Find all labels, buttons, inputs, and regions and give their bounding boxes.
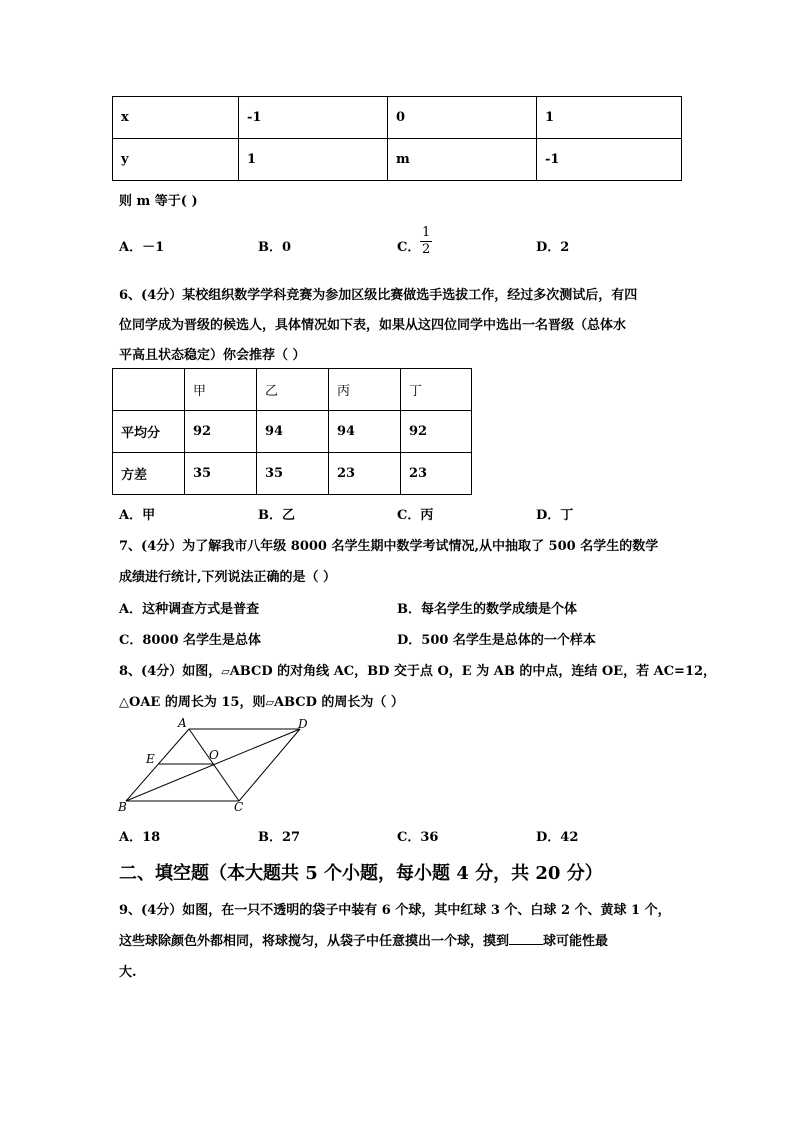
table-cell: 23 <box>329 453 401 495</box>
q8-line-1 <box>119 660 716 679</box>
q8-option-c: C．36 <box>397 830 439 845</box>
q6-option-d: D．丁 <box>536 508 574 523</box>
fraction-denominator: 2 <box>422 242 431 257</box>
figure-label-o: O <box>209 748 219 762</box>
edge-cd <box>239 729 300 801</box>
table-cell: 方差 <box>113 453 185 495</box>
q7-option-a: A．这种调查方式是普查 <box>119 602 260 617</box>
q7-option-c: C．8000 名学生是总体 <box>119 633 262 648</box>
table-cell: 1 <box>537 97 682 139</box>
table-cell: -1 <box>239 97 388 139</box>
table-cell: 乙 <box>257 369 329 411</box>
figure-label-a: A <box>178 716 187 730</box>
q6-line-2: 位同学成为晋级的候选人，具体情况如下表，如果从这四位同学中选出一名晋级（总体水 <box>119 318 627 333</box>
q7-line-1: 7、(4分）为了解我市八年级 8000 名学生期中数学考试情况,从中抽取了 500 名学生的数学 <box>119 539 659 554</box>
table-row <box>113 97 682 139</box>
q5-option-a: A．－1 <box>119 240 165 255</box>
table-cell: 1 <box>239 139 388 181</box>
table-cell: m <box>388 139 537 181</box>
table-cell: 甲 <box>185 369 257 411</box>
figure-label-b: B <box>118 800 127 814</box>
table-cell: 94 <box>329 411 401 453</box>
xy-table <box>112 96 682 181</box>
q8-line-2-post: ABCD 的周长为（ ） <box>273 695 404 710</box>
q8-line-1-pre: 8、(4分）如图， <box>119 664 222 679</box>
q8-line-2-pre: △OAE 的周长为 15，则 <box>119 695 266 710</box>
section-heading: 二、填空题（本大题共 5 个小题，每小题 4 分，共 20 分） <box>119 863 603 884</box>
q5-stem: 则 m 等于( ) <box>119 194 198 209</box>
q8-option-b: B．27 <box>258 830 301 845</box>
q9-line-1: 9、(4分）如图，在一只不透明的袋子中装有 6 个球，其中红球 3 个、白球 2 个、黄球 1 个， <box>119 903 671 918</box>
table-cell: 平均分 <box>113 411 185 453</box>
q5-option-d: D．2 <box>536 240 570 255</box>
table-row <box>113 453 472 495</box>
figure-label-d: D <box>298 717 308 731</box>
q5-option-c-fraction <box>420 225 432 258</box>
parallelogram-figure <box>116 716 316 816</box>
q7-option-d: D．500 名学生是总体的一个样本 <box>397 633 596 648</box>
q8-option-d: D．42 <box>536 830 579 845</box>
table-cell: 92 <box>401 411 472 453</box>
table-cell: 0 <box>388 97 537 139</box>
q6-option-b: B．乙 <box>258 508 295 523</box>
edge-ab <box>126 729 189 801</box>
q8-option-a: A．18 <box>119 830 161 845</box>
table-cell: 94 <box>257 411 329 453</box>
table-cell: 92 <box>185 411 257 453</box>
parallelogram-symbol: ▱ <box>221 665 230 678</box>
table-cell: 23 <box>401 453 472 495</box>
figure-label-e: E <box>146 752 155 766</box>
figure-label-c: C <box>234 800 244 814</box>
answer-blank[interactable] <box>509 932 543 945</box>
table-cell <box>113 369 185 411</box>
q5-option-b: B．0 <box>258 240 292 255</box>
table-cell: 丙 <box>329 369 401 411</box>
table-cell: y <box>113 139 239 181</box>
table-cell: 丁 <box>401 369 472 411</box>
table-cell: -1 <box>537 139 682 181</box>
table-cell: 35 <box>257 453 329 495</box>
table-row <box>113 411 472 453</box>
q7-option-b: B．每名学生的数学成绩是个体 <box>397 602 577 617</box>
fraction-numerator: 1 <box>422 225 431 240</box>
table-row <box>113 139 682 181</box>
q9-line-2-pre: 这些球除颜色外都相同，将球搅匀，从袋子中任意摸出一个球，摸到 <box>119 934 510 949</box>
q5-option-c <box>397 236 420 255</box>
table-cell: 35 <box>185 453 257 495</box>
q6-line-1: 6、(4分）某校组织数学学科竞赛为参加区级比赛做选手选拔工作，经过多次测试后，有四 <box>119 288 638 303</box>
candidate-table <box>112 368 472 495</box>
table-cell: x <box>113 97 239 139</box>
q8-line-1-post: ABCD 的对角线 AC，BD 交于点 O，E 为 AB 的中点，连结 OE，若 AC=12， <box>229 664 717 679</box>
q6-line-3: 平高且状态稳定）你会推荐（ ） <box>119 348 306 363</box>
q9-line-2-post: 球可能性最 <box>543 934 609 949</box>
parallelogram-symbol: ▱ <box>265 696 274 709</box>
q8-line-2 <box>119 691 404 710</box>
q6-option-c: C．丙 <box>397 508 434 523</box>
q6-option-a: A．甲 <box>119 508 156 523</box>
table-row <box>113 369 472 411</box>
q7-line-2: 成绩进行统计,下列说法正确的是（ ） <box>119 570 337 585</box>
q9-line-3: 大. <box>119 965 137 980</box>
q9-line-2 <box>119 930 608 949</box>
q5-option-c-label: C． <box>397 240 421 255</box>
